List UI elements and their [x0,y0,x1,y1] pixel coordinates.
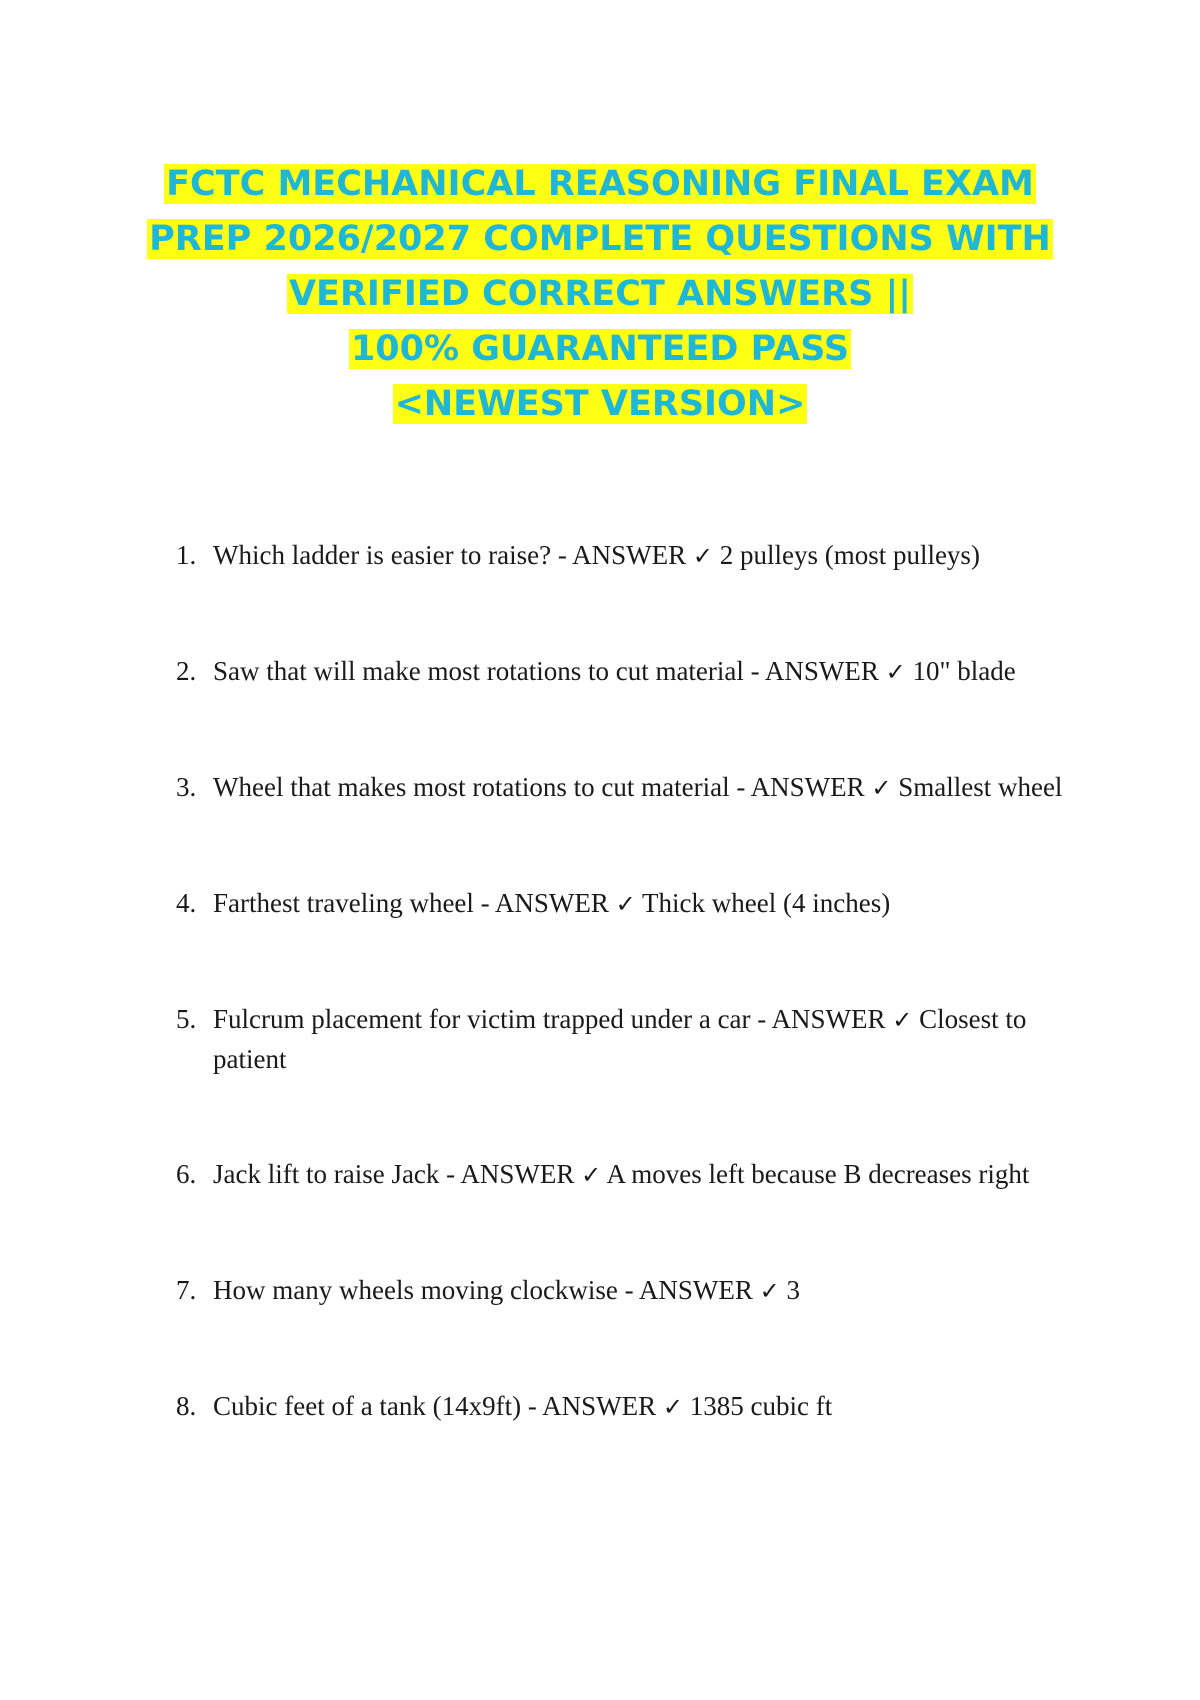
question-text: Cubic feet of a tank (14x9ft) [213,1391,522,1421]
item-number: 1. [176,540,197,570]
item-number: 5. [176,1004,197,1034]
checkmark-icon: ✓ [581,1161,602,1189]
answer-text: 10" blade [912,656,1016,686]
checkmark-icon: ✓ [692,542,713,570]
answer-label: - ANSWER [736,772,865,802]
item-number: 4. [176,888,197,918]
checkmark-icon: ✓ [615,890,636,918]
answer-text: 3 [786,1275,801,1305]
question-text: Saw that will make most rotations to cut material [213,656,744,686]
question-text: Jack lift to raise Jack [213,1159,440,1189]
list-item [170,652,1070,692]
list-item [170,1387,1070,1427]
answer-label: - ANSWER [446,1159,575,1189]
item-number: 8. [176,1391,197,1421]
checkmark-icon: ✓ [662,1393,683,1421]
checkmark-icon: ✓ [759,1277,780,1305]
answer-label: - ANSWER [750,656,879,686]
title-line-3: VERIFIED CORRECT ANSWERS || [288,274,912,314]
title-line-2: PREP 2026/2027 COMPLETE QUESTIONS WITH [149,219,1051,259]
title-line-5: <NEWEST VERSION> [394,384,806,424]
title-line-4: 100% GUARANTEED PASS [350,329,850,369]
list-item [170,1155,1070,1195]
title-line-1: FCTC MECHANICAL REASONING FINAL EXAM [166,164,1034,204]
question-text: Which ladder is easier to raise? [213,540,552,570]
answer-label: - ANSWER [757,1004,886,1034]
answer-label: - ANSWER [557,540,687,570]
answer-text: Smallest wheel [898,772,1063,802]
list-item [170,536,1070,576]
list-item [170,768,1070,808]
answer-text: Closest to patient [213,1004,1027,1074]
answer-label: - ANSWER [527,1391,657,1421]
item-number: 2. [176,656,197,686]
list-item [170,1000,1070,1079]
question-text: Fulcrum placement for victim trapped under a car [213,1004,751,1034]
question-list [170,536,1070,1503]
checkmark-icon: ✓ [871,774,892,802]
list-item [170,884,1070,924]
item-number: 6. [176,1159,197,1189]
answer-label: - ANSWER [480,888,609,918]
answer-text: 1385 cubic ft [689,1391,833,1421]
question-text: Wheel that makes most rotations to cut material [213,772,730,802]
answer-text: 2 pulleys (most pulleys) [719,540,980,570]
answer-text: A moves left because B decreases right [606,1159,1030,1189]
checkmark-icon: ✓ [892,1006,913,1034]
item-number: 3. [176,772,197,802]
item-number: 7. [176,1275,197,1305]
document-title [0,157,1200,432]
answer-label: - ANSWER [624,1275,753,1305]
question-text: Farthest traveling wheel [213,888,474,918]
list-item [170,1271,1070,1311]
checkmark-icon: ✓ [885,658,906,686]
question-text: How many wheels moving clockwise [213,1275,618,1305]
answer-text: Thick wheel (4 inches) [642,888,891,918]
